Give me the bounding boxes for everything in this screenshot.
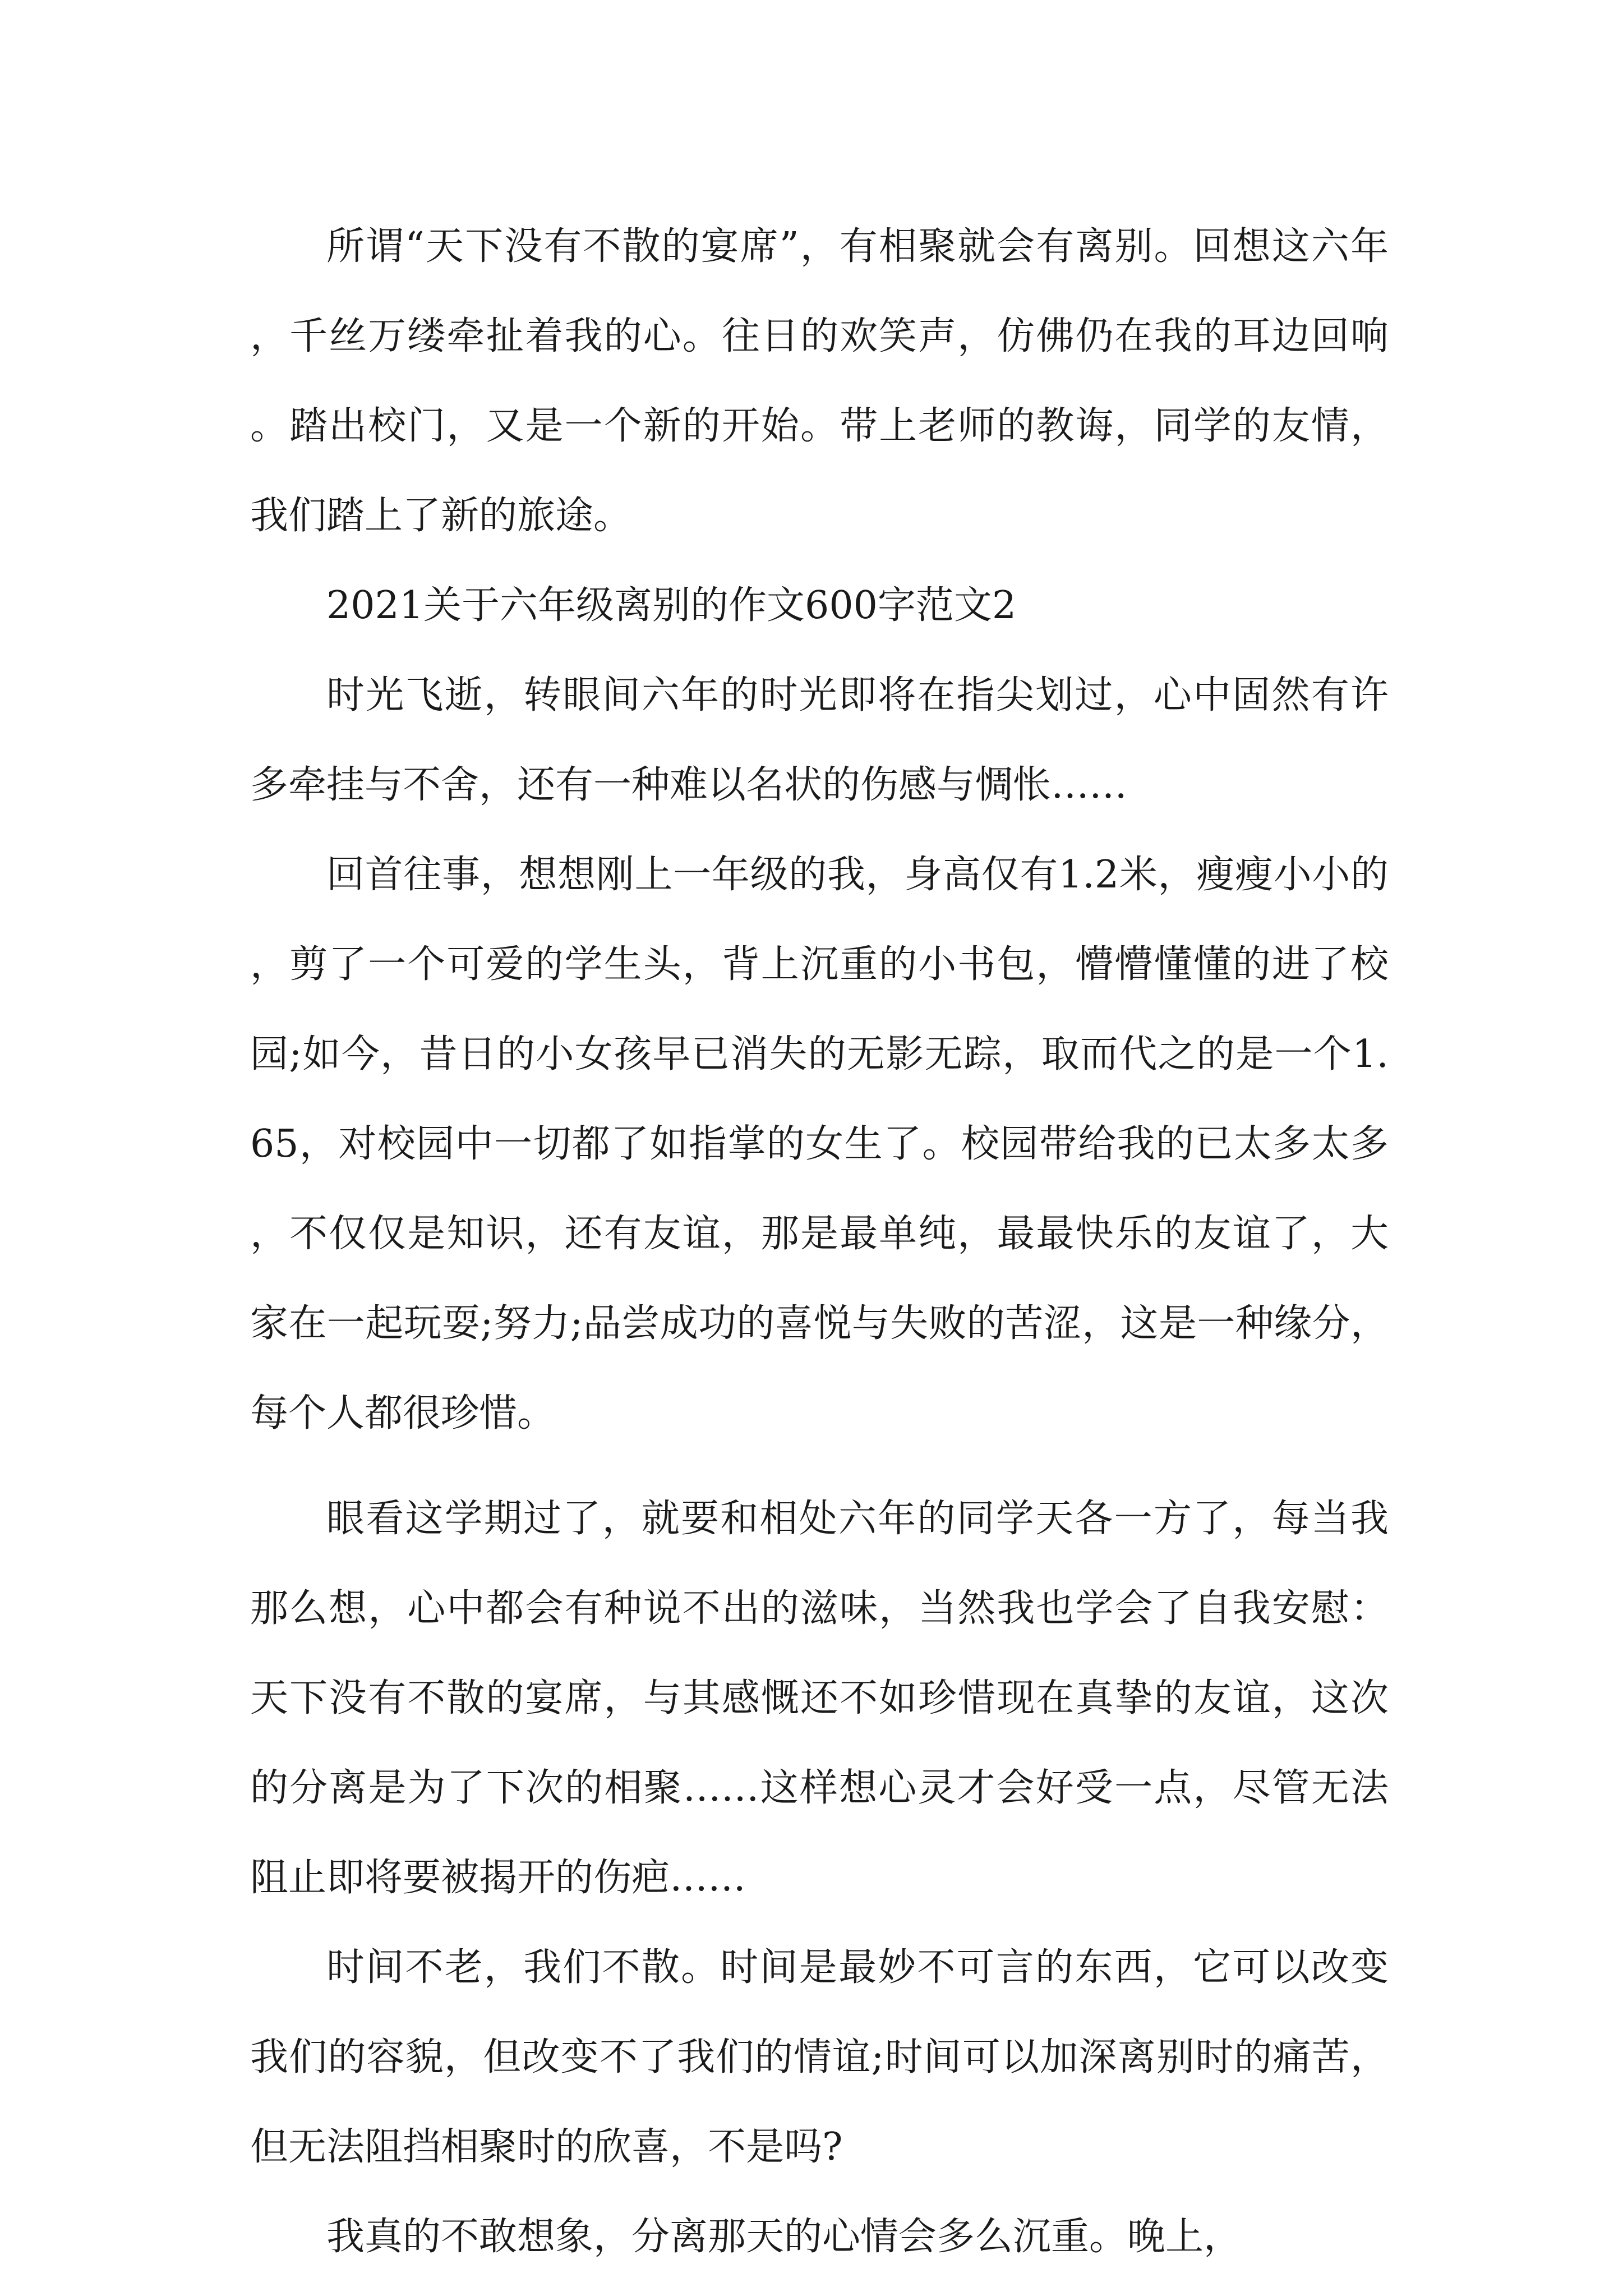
paragraph-semester-ending: 眼看这学期过了，就要和相处六年的同学天各一方了，每当我那么想，心中都会有种说不出的滋味，当然我也学会了自我安慰：天下没有不散的宴席，与其感慨还不如珍惜现在真挚的友谊，这次的分离是为了下次的相聚……这样想心灵才会好受一点，尽管无法阻止即将要被揭开的伤疤…… (250, 1497, 1389, 1900)
essay-title: 2021关于六年级离别的作文600字范文2 (326, 583, 1017, 628)
paragraph-farewell-intro: 所谓“天下没有不散的宴席”，有相聚就会有离别。回想这六年，千丝万缕牵扯着我的心。往日的欢笑声，仿佛仍在我的耳边回响。踏出校门，又是一个新的开始。带上老师的教诲，同学的友情，我们踏上了新的旅途。 (250, 224, 1389, 538)
paragraph-cannot-imagine: 我真的不敢想象，分离那天的心情会多么沉重。晚上， (326, 2215, 1242, 2259)
paragraph-looking-back: 回首往事，想想刚上一年级的我，身高仅有1.2米，瘦瘦小小的，剪了一个可爱的学生头，背上沉重的小书包，懵懵懂懂的进了校园;如今，昔日的小女孩早已消失的无影无踪，取而代之的是一个1.65，对校园中一切都了如指掌的女生了。校园带给我的已太多太多，不仅仅是知识，还有友谊，那是最单纯，最最快乐的友谊了，大家在一起玩耍;努力;品尝成功的喜悦与失败的苦涩，这是一种缘分，每个人都很珍惜。 (250, 853, 1389, 1435)
paragraph-time-not-old: 时间不老，我们不散。时间是最妙不可言的东西，它可以改变我们的容貌，但改变不了我们的情谊;时间可以加深离别时的痛苦，但无法阻挡相聚时的欣喜，不是吗? (250, 1945, 1389, 2169)
document-body (250, 202, 1389, 2282)
paragraph-time-flies: 时光飞逝，转眼间六年的时光即将在指尖划过，心中固然有许多牵挂与不舍，还有一种难以名状的伤感与惆怅…… (250, 673, 1389, 807)
